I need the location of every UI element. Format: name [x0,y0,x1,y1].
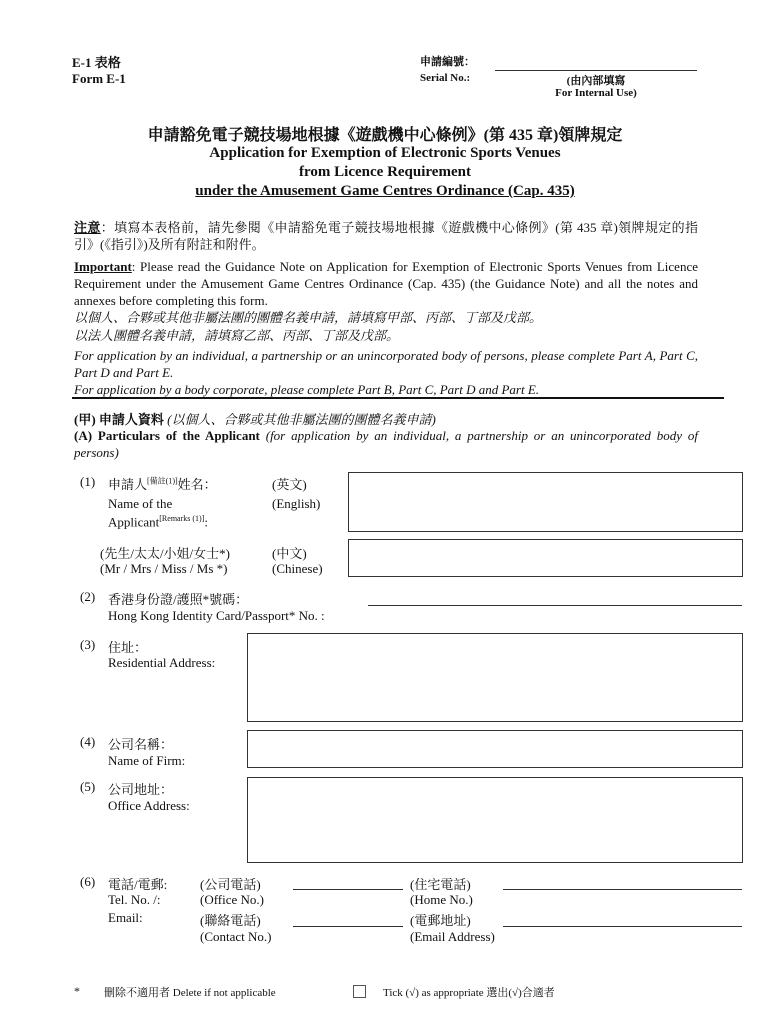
section-divider [72,397,724,399]
q2-number: (2) [80,589,96,604]
note-corporate-en: For application by a body corporate, please complete Part B, Part C, Part D and Part E. [74,382,540,397]
email-label-zh: (電郵地址) [410,913,471,928]
home-phone-label-zh: (住宅電話) [410,877,471,892]
chinese-label-zh: (中文) [272,546,307,561]
note-corporate-zh: 以法人團體名義申請，請填寫乙部、丙部、丁部及戊部。 [74,328,400,343]
office-phone-field[interactable] [293,889,403,890]
q1-number: (1) [80,474,96,489]
checkbox-icon [353,985,366,998]
title-en-line3: under the Amusement Game Centres Ordinance (Cap. 435) [195,183,575,199]
q2-label-en: Hong Kong Identity Card/Passport* No. : [108,608,325,623]
english-label-en: (English) [272,496,321,511]
name-english-input[interactable] [348,472,743,532]
q1-label-en1: Name of the [108,496,173,511]
internal-use-en: For Internal Use) [555,87,637,99]
form-code-zh: E-1 表格 [72,55,121,70]
home-phone-field[interactable] [503,889,742,890]
office-phone-label-en: (Office No.) [200,892,265,907]
title-zh: 申請豁免電子競技場地根據《遊戲機中心條例》(第 435 章)領牌規定 [147,127,623,144]
id-number-field[interactable] [368,605,742,606]
q5-label-en: Office Address: [108,798,190,813]
title-en-line2: from Licence Requirement [299,164,471,180]
office-address-input[interactable] [247,777,743,863]
form-code-en: Form E-1 [72,71,126,86]
title-options-en: (Mr / Mrs / Miss / Ms *) [100,561,228,576]
contact-phone-field[interactable] [293,926,403,927]
firm-name-input[interactable] [247,730,743,768]
q6-label-1: 電話/電郵: [108,877,168,892]
q4-label-en: Name of Firm: [108,753,186,768]
section-a-heading-zh: (甲) 申請人資料 (以個人、合夥或其他非屬法團的團體名義申請) [74,412,436,427]
note-en: Important: Please read the Guidance Note on Application for Exemption of Electronic Sports Venues from Licence Requirement under the Amusement Game Centres Ordinance (Cap. 435) (the Guidance Note) and all the notes and annexes before completing this form. [74,259,698,308]
footer-delete-note: 刪除不適用者 Delete if not applicable [104,987,276,999]
footer-asterisk: * [74,984,80,998]
residential-address-input[interactable] [247,633,743,722]
q2-label-zh: 香港身份證/護照*號碼： [108,592,249,607]
q6-label-3: Email: [108,910,143,925]
serial-label-en: Serial No.: [420,72,471,84]
name-chinese-input[interactable] [348,539,743,577]
title-en-line1: Application for Exemption of Electronic Sports Venues [209,145,561,161]
footer-tick-note: Tick (√) as appropriate 選出(√)合適者 [383,987,555,999]
title-options-zh: (先生/太太/小姐/女士*) [100,546,230,561]
note-individual-en: For application by an individual, a partnership or an unincorporated body of persons, please complete Part A, Part C, Part D and Part E. [74,348,698,380]
q3-label-zh: 住址： [108,640,148,655]
q1-label-zh: 申請人[備註(1)]姓名： [108,476,217,492]
q5-number: (5) [80,779,96,794]
q3-number: (3) [80,637,96,652]
email-field[interactable] [503,926,742,927]
english-label-zh: (英文) [272,477,307,492]
serial-label-zh: 申請編號： [420,56,475,68]
q6-number: (6) [80,874,96,889]
office-phone-label-zh: (公司電話) [200,877,261,892]
q1-label-en2: Applicant[Remarks (1)]: [108,514,208,530]
chinese-label-en: (Chinese) [272,561,323,576]
q5-label-zh: 公司地址： [108,782,174,797]
contact-phone-label-en: (Contact No.) [200,929,272,944]
serial-number-field[interactable] [495,70,697,71]
home-phone-label-en: (Home No.) [410,892,473,907]
internal-use-zh: (由內部填寫 [566,75,626,87]
q3-label-en: Residential Address: [108,655,216,670]
q4-label-zh: 公司名稱： [108,737,174,752]
contact-phone-label-zh: (聯絡電話) [200,913,261,928]
q6-label-2: Tel. No. /: [108,892,161,907]
section-a-heading-en: (A) Particulars of the Applicant (for application by an individual, a partnership or an unincorporated body of persons) [74,428,699,460]
q4-number: (4) [80,734,96,749]
note-individual-zh: 以個人、合夥或其他非屬法團的團體名義申請，請填寫甲部、丙部、丁部及戊部。 [74,310,543,325]
email-label-en: (Email Address) [410,929,495,944]
note-zh: 注意：填寫本表格前，請先參閱《申請豁免電子競技場地根據《遊戲機中心條例》(第 435 章)領牌規定的指引》(《指引》)及所有附註和附件。 [74,220,698,252]
